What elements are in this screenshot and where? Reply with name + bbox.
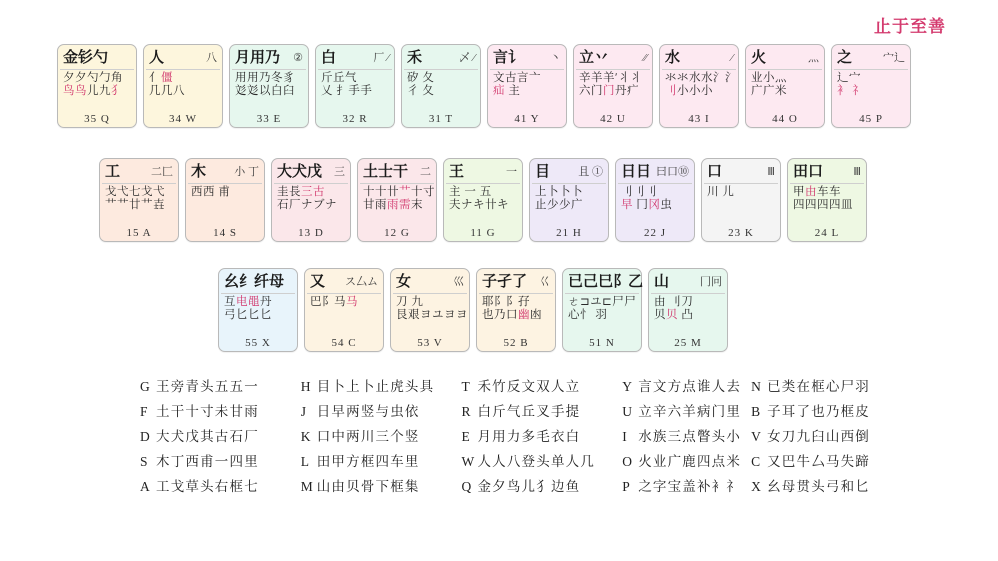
mnemonic-row-a [140, 474, 291, 499]
key-radical-line: 夕夕勺勹角 [63, 72, 123, 84]
key-secondary-radicals: 八 [206, 51, 217, 64]
mnemonic-key: F [140, 404, 149, 419]
key-radical-list [404, 70, 478, 112]
key-radical-line: 上卜卜卜 [535, 186, 583, 198]
key-code-label: 55 X [245, 337, 271, 349]
key-secondary-radicals: 二匚 [151, 165, 173, 178]
key-radical-line: 刂刂刂 [621, 186, 657, 198]
key-primary-radicals: 工 [105, 163, 121, 180]
key-primary-radicals: 女 [396, 273, 412, 290]
mnemonic-row-p [622, 474, 741, 499]
key-primary-radicals: 人 [149, 49, 165, 66]
key-header [748, 47, 822, 70]
key-primary-radicals: 土士干 [363, 163, 409, 180]
key-header [618, 161, 692, 184]
key-12-g[interactable] [357, 158, 437, 242]
key-radical-line: 川 儿 [707, 186, 735, 198]
mnemonic-text: 田甲方框四车里 [316, 454, 420, 469]
mnemonic-text: 口中两川三个竖 [316, 429, 420, 444]
key-header [834, 47, 908, 70]
key-41-y[interactable] [487, 44, 567, 128]
key-54-c[interactable] [304, 268, 384, 352]
key-radical-list [221, 294, 295, 336]
mnemonic-row-l [301, 449, 452, 474]
key-radical-line: 主 一 五 [449, 186, 492, 198]
mnemonic-text: 王旁青头五五一 [156, 379, 259, 394]
key-13-d[interactable] [271, 158, 351, 242]
key-code-label: 32 R [342, 113, 368, 125]
key-primary-radicals: 目 [535, 163, 551, 180]
key-primary-radicals: 王 [449, 163, 465, 180]
key-secondary-radicals: Ⅲ [853, 165, 861, 178]
key-radical-list [232, 70, 306, 112]
mnemonic-row-s [140, 449, 291, 474]
key-radical-line: 四四四四皿 [793, 199, 853, 211]
key-radical-line: 也乃口幽凼 [482, 309, 542, 321]
key-23-k[interactable] [701, 158, 781, 242]
key-radical-line: 业小灬 [751, 72, 787, 84]
key-radical-list [662, 70, 736, 112]
key-radical-line: 文古言亠 [493, 72, 541, 84]
key-14-s[interactable] [185, 158, 265, 242]
mnemonic-key: N [751, 379, 763, 394]
mnemonic-row-h [301, 374, 452, 399]
key-primary-radicals: 月用乃 [235, 49, 281, 66]
key-radical-line: 西西 甫 [191, 186, 231, 198]
key-code-label: 54 C [331, 337, 357, 349]
mnemonic-text: 日早两竖与虫依 [316, 404, 420, 419]
key-code-label: 23 K [728, 227, 754, 239]
key-secondary-radicals: 巛 [453, 275, 464, 288]
key-radical-line: 疝 主 [493, 85, 521, 97]
mnemonic-key: C [751, 454, 762, 469]
key-radical-list [188, 184, 262, 226]
key-secondary-radicals: Ⅲ [767, 165, 775, 178]
mnemonic-text: 立辛六羊病门里 [638, 404, 742, 419]
key-code-label: 45 P [859, 113, 883, 125]
key-radical-list [576, 70, 650, 112]
key-code-label: 14 S [213, 227, 237, 239]
key-radical-line: 辶宀 [837, 72, 861, 84]
key-radical-list [565, 294, 639, 336]
mnemonic-key: J [300, 404, 308, 419]
key-radical-list [393, 294, 467, 336]
key-secondary-radicals: ⁄⁄ [643, 51, 647, 64]
key-radical-line: 矽 夂 [407, 72, 435, 84]
key-radical-list [704, 184, 778, 226]
mnemonic-text: 工戈草头右框七 [156, 479, 259, 494]
key-primary-radicals: 山 [654, 273, 670, 290]
key-secondary-radicals: 丶 [550, 51, 561, 64]
mnemonic-key: Q [461, 479, 473, 494]
mnemonic-text: 金夕鸟儿犭边鱼 [477, 479, 581, 494]
key-radical-line: 弓匕匕匕 [224, 309, 272, 321]
key-radical-list [479, 294, 553, 336]
mnemonic-text: 木丁西甫一四里 [156, 454, 259, 469]
key-radical-line: 夫ナキ卄キ [449, 199, 509, 211]
key-primary-radicals: 水 [665, 49, 681, 66]
mnemonic-text: 大犬戊其古石厂 [156, 429, 259, 444]
mnemonic-key: M [300, 479, 314, 494]
mnemonic-key: O [622, 454, 634, 469]
mnemonic-key: H [300, 379, 312, 394]
key-21-h[interactable] [529, 158, 609, 242]
key-radical-list [532, 184, 606, 226]
key-radical-line: 戈弋七戈弋 [105, 186, 165, 198]
mnemonic-text: 女刀九臼山西倒 [767, 429, 870, 444]
key-24-l[interactable] [787, 158, 867, 242]
mnemonic-text: 之字宝盖补衤礻 [638, 479, 742, 494]
key-header [60, 47, 134, 70]
key-header [662, 47, 736, 70]
key-51-n[interactable] [562, 268, 642, 352]
mnemonic-text: 白斤气丘叉手提 [477, 404, 581, 419]
key-secondary-radicals: ② [293, 51, 303, 64]
key-code-label: 24 L [814, 227, 840, 239]
key-header [651, 271, 725, 294]
key-radical-list [307, 294, 381, 336]
key-primary-radicals: 之 [837, 49, 853, 66]
key-34-w[interactable] [143, 44, 223, 128]
key-radical-line: 十十卄艹十寸 [363, 186, 435, 198]
key-53-v[interactable] [390, 268, 470, 352]
key-radical-line: 乂 扌手手 [321, 85, 373, 97]
key-radical-line: 广广米 [751, 85, 787, 97]
key-code-label: 21 H [556, 227, 582, 239]
key-primary-radicals: 禾 [407, 49, 423, 66]
key-radical-line: 巴阝马马 [310, 296, 358, 308]
mnemonic-key: K [300, 429, 312, 444]
mnemonic-text: 子耳了也乃框皮 [767, 404, 870, 419]
key-header [307, 271, 381, 294]
mnemonic-row-e [461, 424, 612, 449]
mnemonic-row-q [461, 474, 612, 499]
key-header [102, 161, 176, 184]
key-radical-line: 石厂ナブナ [277, 199, 337, 211]
mnemonic-row-m [301, 474, 452, 499]
key-radical-list [146, 70, 220, 112]
key-radical-list [834, 70, 908, 112]
key-code-label: 31 T [428, 113, 454, 125]
key-code-label: 22 J [643, 227, 667, 239]
key-header [490, 47, 564, 70]
mnemonic-row-i [622, 424, 741, 449]
key-45-p[interactable] [831, 44, 911, 128]
mnemonic-key: E [461, 429, 471, 444]
mnemonic-key: A [140, 479, 151, 494]
key-secondary-radicals: 乄 ⁄ [459, 51, 475, 64]
mnemonic-text: 火业广鹿四点米 [638, 454, 742, 469]
key-radical-list [360, 184, 434, 226]
key-radical-line: ㄜ⊐ユ⊏尸尸 [568, 296, 637, 308]
mnemonic-text: 目卜上卜止虎头具 [316, 379, 435, 394]
key-radical-list [618, 184, 692, 226]
mnemonic-row-x [751, 474, 870, 499]
mnemonic-key: I [622, 429, 628, 444]
mnemonic-text: 幺母贯头弓和匕 [767, 479, 870, 494]
mnemonic-row-o [622, 449, 741, 474]
mnemonic-row-k [301, 424, 452, 449]
key-15-a[interactable] [99, 158, 179, 242]
mnemonic-row-r [461, 399, 612, 424]
key-code-label: 11 G [470, 227, 496, 239]
mnemonic-key: T [461, 379, 471, 394]
key-radical-line: 斤丘气 [321, 72, 357, 84]
key-code-label: 43 I [688, 113, 710, 125]
key-43-i[interactable] [659, 44, 739, 128]
key-secondary-radicals: 曰口⑩ [656, 165, 689, 178]
key-radical-line: 互电黽丹 [224, 296, 272, 308]
mnemonic-row-n [751, 374, 870, 399]
key-primary-radicals: 大犬戊 [277, 163, 323, 180]
mnemonic-key: R [461, 404, 472, 419]
key-32-r[interactable] [315, 44, 395, 128]
key-primary-radicals: 又 [310, 273, 326, 290]
key-radical-line: 六门门丹疒 [579, 85, 639, 97]
key-secondary-radicals: 宀⻌ [883, 51, 905, 64]
key-header [790, 161, 864, 184]
key-secondary-radicals: 巜 [539, 275, 550, 288]
key-radical-line: 鸟鸟儿九犭 [63, 85, 123, 97]
key-header [360, 161, 434, 184]
key-radical-line: 衤 礻 [837, 85, 865, 97]
mnemonic-text: 已类在框心尸羽 [767, 379, 870, 394]
key-secondary-radicals: 一 [506, 165, 517, 178]
mnemonic-text: 山由贝骨下框集 [316, 479, 420, 494]
key-header [318, 47, 392, 70]
key-header [446, 161, 520, 184]
key-22-j[interactable] [615, 158, 695, 242]
key-31-t[interactable] [401, 44, 481, 128]
key-primary-radicals: 言讠 [493, 49, 524, 66]
key-header [704, 161, 778, 184]
key-code-label: 34 W [169, 113, 197, 125]
key-primary-radicals: 日日 [621, 163, 652, 180]
key-secondary-radicals: 三 [334, 165, 345, 178]
key-header [274, 161, 348, 184]
mnemonic-row-d [140, 424, 291, 449]
key-row-home [99, 158, 867, 242]
mnemonic-row-u [622, 399, 741, 424]
key-radical-line: 辛羊羊ʹ丬丬 [579, 72, 643, 84]
key-radical-line: 用用乃冬豸 [235, 72, 295, 84]
key-radical-line: 刂小小小 [665, 85, 713, 97]
key-row-bottom [218, 268, 728, 352]
mnemonic-key: G [140, 379, 151, 394]
mnemonic-text: 月用力多毛衣白 [477, 429, 581, 444]
key-55-x[interactable] [218, 268, 298, 352]
key-primary-radicals: 立丷 [579, 49, 610, 66]
key-radical-line: 亻僵 [149, 72, 173, 84]
mnemonic-row-t [461, 374, 612, 399]
mnemonic-text: 又巴牛厶马失蹄 [767, 454, 870, 469]
mnemonic-row-j [301, 399, 452, 424]
key-primary-radicals: 田口 [793, 163, 824, 180]
mnemonic-row-g [140, 374, 291, 399]
mnemonic-row-c [751, 449, 870, 474]
key-primary-radicals: 火 [751, 49, 767, 66]
key-code-label: 25 M [674, 337, 702, 349]
key-42-u[interactable] [573, 44, 653, 128]
mnemonic-key: V [751, 429, 763, 444]
key-radical-line: 由 刂刀 [654, 296, 694, 308]
key-secondary-radicals: 灬 [808, 51, 819, 64]
key-secondary-radicals: 二 [420, 165, 431, 178]
key-35-q[interactable] [57, 44, 137, 128]
key-code-label: 15 A [126, 227, 152, 239]
key-code-label: 12 G [384, 227, 410, 239]
mnemonic-key: U [622, 404, 634, 419]
key-radical-line: 甲由车车 [793, 186, 841, 198]
key-header [393, 271, 467, 294]
key-code-label: 44 O [772, 113, 798, 125]
key-row-top [57, 44, 911, 128]
key-header [146, 47, 220, 70]
key-primary-radicals: 子孑了 [482, 273, 528, 290]
key-code-label: 41 Y [514, 113, 540, 125]
mnemonic-key: L [300, 454, 311, 469]
key-radical-line: 圭長三古 [277, 186, 325, 198]
key-header [221, 271, 295, 294]
mnemonic-key: X [751, 479, 763, 494]
key-radical-line: 几几八 [149, 85, 185, 97]
key-code-label: 35 Q [84, 113, 110, 125]
mnemonic-row-v [751, 424, 870, 449]
key-secondary-radicals: 冂冋 [700, 275, 722, 288]
mnemonic-text: 水族三点瞥头小 [638, 429, 742, 444]
mnemonic-row-f [140, 399, 291, 424]
mnemonic-row-w [461, 449, 612, 474]
key-header [576, 47, 650, 70]
key-secondary-radicals: ⁄ [731, 51, 733, 64]
key-11-g[interactable] [443, 158, 523, 242]
key-radical-line: 艮艰ヨユヨヨ [396, 309, 468, 321]
key-52-b[interactable] [476, 268, 556, 352]
key-44-o[interactable] [745, 44, 825, 128]
mnemonic-text: 禾竹反文双人立 [477, 379, 581, 394]
key-primary-radicals: 金钐勺 [63, 49, 109, 66]
key-code-label: 52 B [503, 337, 529, 349]
mnemonic-row-b [751, 399, 870, 424]
mnemonic-table [140, 374, 870, 499]
key-secondary-radicals: 且 ① [578, 165, 603, 178]
mnemonic-key: S [140, 454, 149, 469]
key-radical-list [651, 294, 725, 336]
key-25-m[interactable] [648, 268, 728, 352]
key-primary-radicals: 白 [321, 49, 337, 66]
key-radical-line: 贝贝 凸 [654, 309, 694, 321]
key-secondary-radicals: ス厶ム [345, 275, 378, 288]
key-primary-radicals: 木 [191, 163, 207, 180]
mnemonic-key: B [751, 404, 762, 419]
key-radical-list [102, 184, 176, 226]
key-code-label: 13 D [298, 227, 324, 239]
key-code-label: 42 U [600, 113, 626, 125]
key-radical-list [60, 70, 134, 112]
key-radical-line: 耶阝阝孖 [482, 296, 530, 308]
key-radical-line: 甘雨雨需末 [363, 199, 423, 211]
key-33-e[interactable] [229, 44, 309, 128]
mnemonic-text: 人人八登头单人几 [477, 454, 596, 469]
key-header [232, 47, 306, 70]
mnemonic-row-y [622, 374, 741, 399]
mnemonic-key: W [461, 454, 476, 469]
key-radical-line: 彣彣以白臼 [235, 85, 295, 97]
key-radical-list [318, 70, 392, 112]
key-code-label: 51 N [589, 337, 615, 349]
key-primary-radicals: 幺纟纤母 [224, 273, 285, 290]
key-radical-line: 止少少广 [535, 199, 583, 211]
key-primary-radicals: 已己巳阝乙 [568, 273, 644, 290]
key-header [532, 161, 606, 184]
key-radical-line: 氺氺水水氵氵 [665, 72, 737, 84]
key-secondary-radicals: 小 丁 [234, 165, 259, 178]
key-secondary-radicals: 厂 ⁄ [373, 51, 389, 64]
watermark-text: 止于至善 [874, 17, 946, 36]
key-radical-list [446, 184, 520, 226]
key-header [565, 271, 644, 294]
mnemonic-key: P [622, 479, 631, 494]
key-radical-line: 彳 夂 [407, 85, 435, 97]
key-radical-list [490, 70, 564, 112]
key-primary-radicals: 口 [707, 163, 723, 180]
key-header [404, 47, 478, 70]
key-code-label: 33 E [256, 113, 282, 125]
key-radical-line: 艹艹廿艹壵 [105, 199, 165, 211]
key-header [479, 271, 553, 294]
key-radical-list [790, 184, 864, 226]
key-radical-line: 心忄 羽 [568, 309, 608, 321]
mnemonic-text: 土干十寸未甘雨 [156, 404, 259, 419]
key-radical-line: 刀 九 [396, 296, 424, 308]
key-radical-line: 早 冂冈虫 [621, 199, 673, 211]
key-code-label: 53 V [417, 337, 443, 349]
mnemonic-key: Y [622, 379, 634, 394]
key-radical-list [274, 184, 348, 226]
key-header [188, 161, 262, 184]
mnemonic-key: D [140, 429, 151, 444]
key-radical-list [748, 70, 822, 112]
mnemonic-text: 言文方点谁人去 [638, 379, 742, 394]
